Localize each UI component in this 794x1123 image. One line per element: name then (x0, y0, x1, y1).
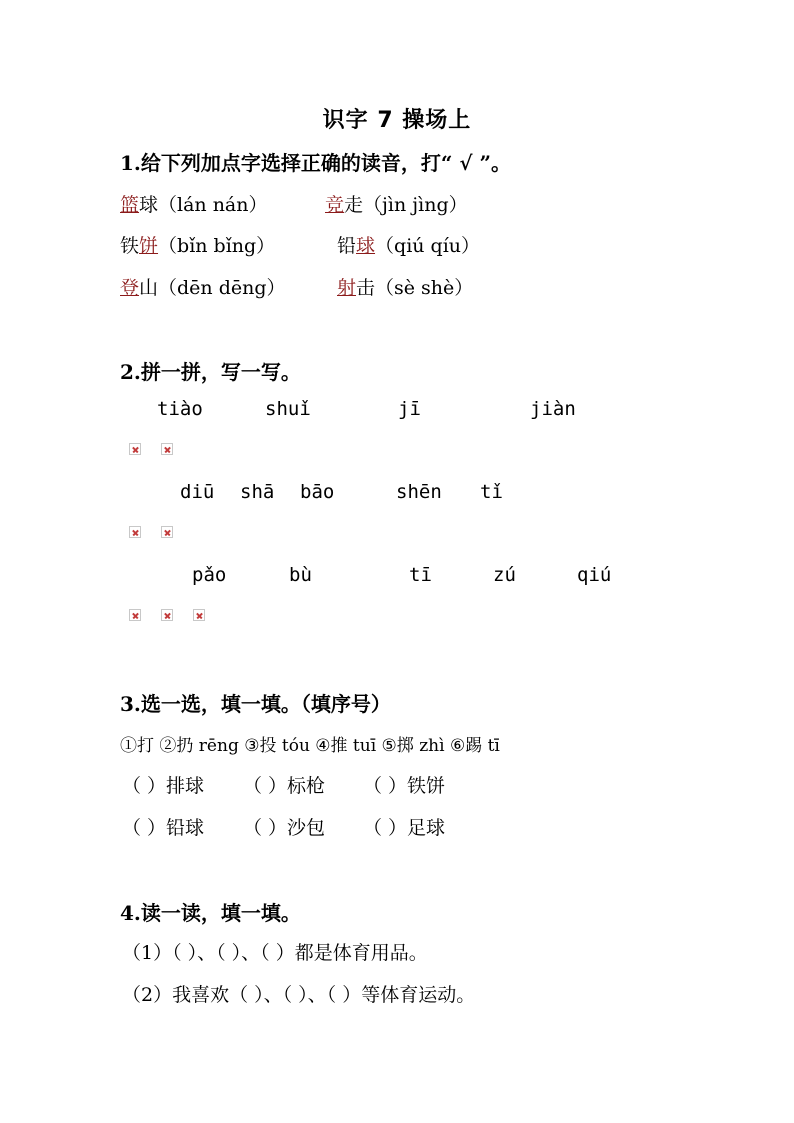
pinyin: shuǐ (265, 398, 311, 420)
marked-char: 球 (356, 235, 376, 257)
q1-item (120, 231, 275, 258)
fill-blank-sentence: （2）我喜欢（ ）、（ ）、（ ）等体育运动。 (122, 984, 476, 1006)
pinyin: pǎo (192, 564, 227, 586)
q3-heading: 3.选一选，填一填。（填序号） (120, 692, 391, 716)
item-text: 击（sè shè） (356, 277, 474, 299)
q3-options: ①打 ②扔 rēng ③投 tóu ④推 tuī ⑤掷 zhì ⑥踢 tī (120, 736, 500, 756)
q1-heading: 1.给下列加点字选择正确的读音，打“ √ ”。 (120, 151, 511, 175)
broken-image-icon (129, 526, 141, 538)
pinyin: tiào (157, 398, 203, 420)
fill-blank-sentence: （1）（ ）、（ ）、（ ）都是体育用品。 (122, 942, 428, 964)
item-text: （qiú qíu） (375, 235, 481, 257)
marked-char: 射 (337, 277, 357, 299)
fill-blank: （ ）标枪 (243, 775, 326, 797)
pinyin: bù (289, 564, 312, 586)
broken-image-icon (193, 609, 205, 621)
broken-image-icon (129, 609, 141, 621)
broken-image-icon (129, 443, 141, 455)
pinyin: qiú (577, 564, 612, 586)
q2-heading: 2.拼一拼，写一写。 (120, 360, 301, 384)
item-prefix: 铁 (120, 235, 140, 257)
pinyin: diū (180, 481, 215, 503)
q4-heading: 4.读一读，填一填。 (120, 901, 301, 925)
q1-item (120, 190, 268, 217)
broken-image-icon (161, 526, 173, 538)
fill-blank: （ ）足球 (363, 817, 446, 839)
item-text: 球（lán nán） (139, 194, 268, 216)
pinyin: shā (240, 481, 275, 503)
item-prefix: 铅 (337, 235, 357, 257)
pinyin: jī (398, 398, 421, 420)
q1-item (337, 273, 473, 300)
pinyin: zú (493, 564, 516, 586)
fill-blank: （ ）铅球 (122, 817, 205, 839)
fill-blank: （ ）排球 (122, 775, 205, 797)
fill-blank: （ ）铁饼 (363, 775, 446, 797)
pinyin: tī (409, 564, 432, 586)
marked-char: 竞 (325, 194, 345, 216)
page-title: 识字 7 操场上 (322, 108, 472, 133)
broken-image-icon (161, 609, 173, 621)
marked-char: 登 (120, 277, 140, 299)
broken-image-icon (161, 443, 173, 455)
pinyin: tǐ (480, 481, 503, 503)
q1-item (120, 273, 286, 300)
item-text: 山（dēn dēng） (139, 277, 286, 299)
fill-blank: （ ）沙包 (243, 817, 326, 839)
item-text: 走（jìn jìng） (344, 194, 468, 216)
pinyin: bāo (300, 481, 335, 503)
marked-char: 篮 (120, 194, 140, 216)
q1-item (337, 231, 480, 258)
q1-item (325, 190, 468, 217)
pinyin: shēn (396, 481, 442, 503)
pinyin: jiàn (530, 398, 576, 420)
item-text: （bǐn bǐng） (158, 235, 276, 257)
marked-char: 饼 (139, 235, 159, 257)
